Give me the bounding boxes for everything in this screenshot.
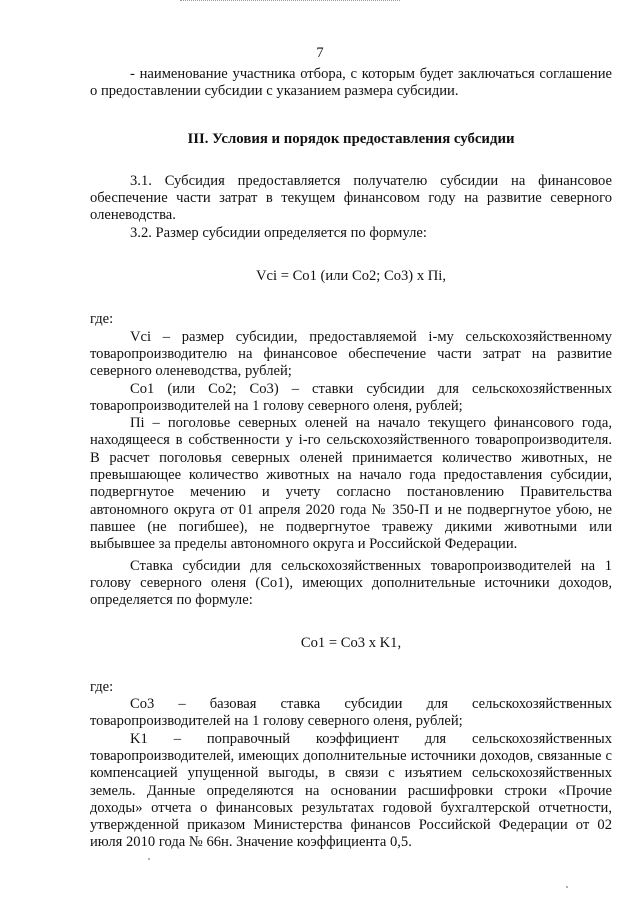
- scan-dot: [566, 886, 568, 888]
- page-number: 7: [316, 45, 324, 61]
- definition-co1: Co1 (или Co2; Co3) – ставки субсидии для сельскохозяйственных товаропроизводителей на 1 голову северного оленя, рублей;: [90, 380, 612, 414]
- paragraph-3-2: 3.2. Размер субсидии определяется по формуле:: [130, 224, 427, 241]
- section-title: III. Условия и порядок предоставления субсидии: [187, 130, 515, 147]
- where-label-2: где:: [90, 678, 114, 695]
- formula-rate: Co1 = Co3 x K1,: [300, 635, 402, 652]
- definition-pi: Пi – поголовье северных оленей на начало текущего финансового года, находящееся в собственности у i-го сельскохозяйственного товаропроизводителя. В расчет поголовья северных оленей принимается количество животных, не превышающее количество животных на начало года предоставления субсидии, подвергнутое мечению и учету согласно постановлению Правительства автономного округа от 01 апреля 2020 года № 350-П и не подвергнутое убою, не павшее (не погибшее), не подвергнутое травежу дикими животными или выбывшее за пределы автономного округа и Российской Федерации.: [90, 415, 612, 553]
- document-body: [90, 66, 612, 852]
- paragraph-rate: Ставка субсидии для сельскохозяйственных товаропроизводителей на 1 голову северного оленя (Co1), имеющих дополнительные источники доходов, определяется по формуле:: [90, 557, 612, 609]
- definition-k1: K1 – поправочный коэффициент для сельскохозяйственных товаропроизводителей, имеющих дополнительные источники доходов, связанные с компенсацией упущенной выгоды, в связи с изъятием сельскохозяйственных земель. Данные определяются на основании расшифровки строки «Прочие доходы» отчета о финансовых результатах годовой бухгалтерской отчетности, утвержденной приказом Министерства финансов Российской Федерации от 02 июля 2010 года № 66н. Значение коэффициента 0,5.: [90, 730, 612, 851]
- scan-artifact: [180, 0, 400, 4]
- intro-paragraph: - наименование участника отбора, с которым будет заключаться соглашение о предоставлении субсидии с указанием размера субсидии.: [90, 66, 612, 100]
- paragraph-3-1: 3.1. Субсидия предоставляется получателю субсидии на финансовое обеспечение части затрат в текущем финансовом году на развитие северного оленеводства.: [90, 172, 612, 224]
- definition-vci: Vci – размер субсидии, предоставляемой i-му сельскохозяйственному товаропроизводителю на финансовое обеспечение части затрат на развитие северного оленеводства, рублей;: [90, 328, 612, 380]
- definition-co3: Co3 – базовая ставка субсидии для сельскохозяйственных товаропроизводителей на 1 голову северного оленя, рублей;: [90, 696, 612, 730]
- scan-dot: [148, 858, 150, 860]
- where-label-1: где:: [90, 311, 114, 328]
- formula-subsidy: Vci = Co1 (или Co2; Co3) x Пi,: [255, 268, 447, 285]
